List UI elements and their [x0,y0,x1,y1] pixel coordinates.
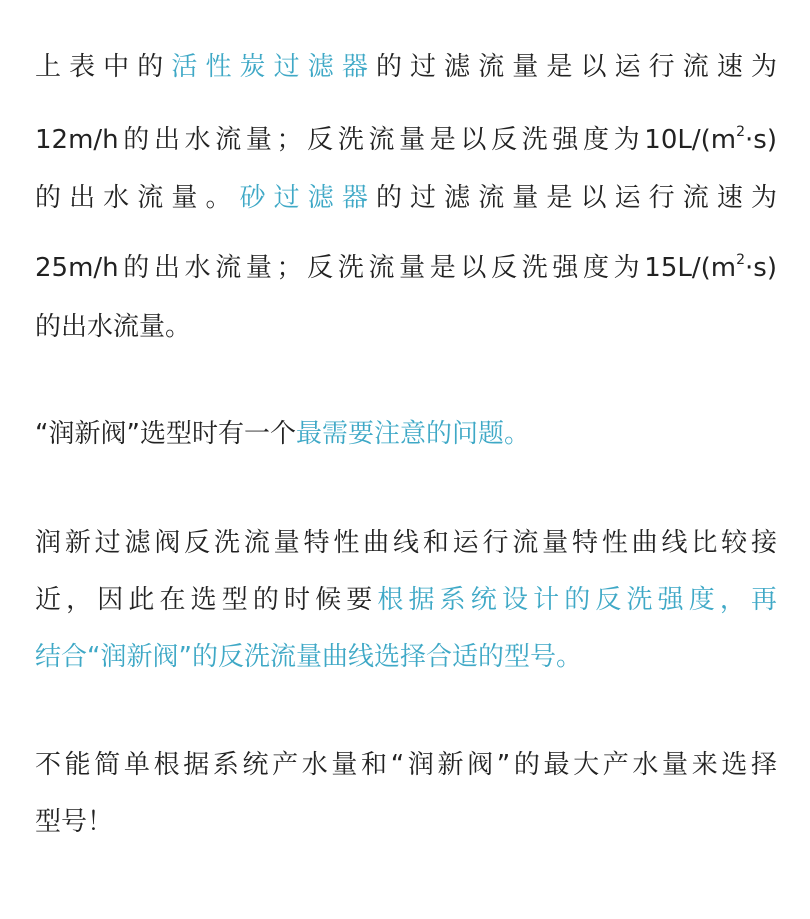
p4-line-1 [35,745,777,785]
p1-line-2 [35,120,777,160]
p1-text: 的过滤流量是以运行流速为 [375,52,777,82]
p1-text: 的过滤流量是以运行流速为 [375,183,777,213]
p3-text: 润新过滤阀反洗流量特性曲线和运行流量特性曲线比较接 [35,528,777,558]
highlight-key-issue: 最需要注意的问题。 [295,419,530,449]
p2-text: “润新阀”选型时有一个 [35,419,296,449]
highlight-select-model: 结合“润新阀”的反洗流量曲线选择合适的型号。 [35,642,582,672]
p1-line-3 [35,178,777,218]
p1-text: 的出水流量。 [35,312,192,342]
p1-text: 25m/h的出水流量；反洗流量是以反洗强度为15L/(m [35,253,737,283]
p3-line-3 [35,637,582,677]
p1-line-5 [35,307,191,347]
p3-line-2 [35,580,777,620]
superscript-2: 2 [736,124,746,140]
p4-text: 型号！ [35,807,114,837]
p1-text: 的出水流量。 [35,183,240,213]
p1-text: 12m/h的出水流量；反洗流量是以反洗强度为10L/(m [35,125,737,155]
p1-text: ·s) [745,125,777,155]
highlight-sand-filter: 砂过滤器 [239,183,376,213]
p1-line-4 [35,248,777,288]
p3-text: 近，因此在选型的时候要 [35,585,378,615]
p4-line-2 [35,802,113,842]
highlight-backwash-intensity: 根据系统设计的反洗强度，再 [377,585,777,615]
p1-text: ·s) [745,253,777,283]
superscript-2: 2 [736,252,746,268]
p1-line-1 [35,47,777,87]
p1-text: 上表中的 [35,52,172,82]
p4-text: 不能简单根据系统产水量和“润新阀”的最大产水量来选择 [35,750,777,780]
highlight-activated-carbon-filter: 活性炭过滤器 [171,52,376,82]
p2-line-1 [35,414,530,454]
p3-line-1 [35,523,777,563]
